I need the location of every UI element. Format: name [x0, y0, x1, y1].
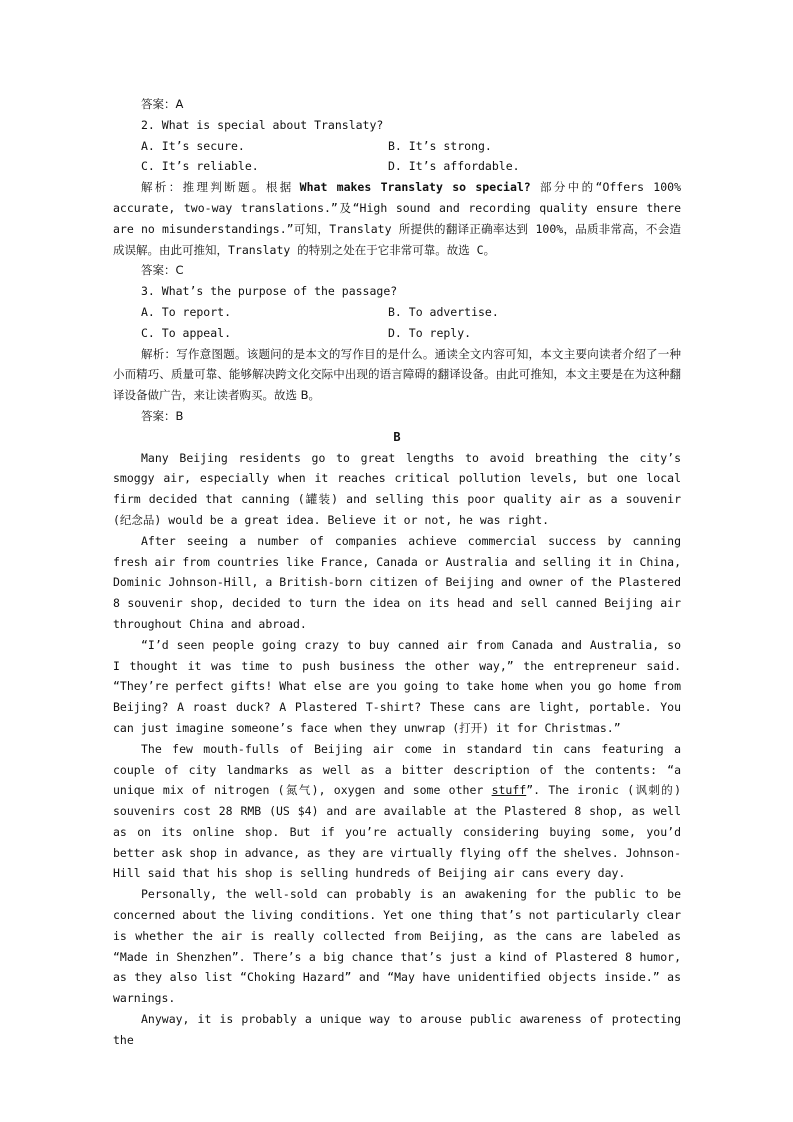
options-row-q2-2	[113, 156, 681, 177]
analysis-q3: 解析：写作意图题。该题问的是本文的写作目的是什么。通读全文内容可知，本文主要向读者介绍了一种小而精巧、质量可靠、能够解决跨文化交际中出现的语言障碍的翻译设备。由此可推知，本文主要是在为这种翻译设备做广告，来让读者购买。故选 B。	[113, 346, 681, 403]
paragraph-4-part-b: ”. The ironic (讽刺的) souvenirs cost 28 RMB (US $4) and are available at the Plastered 8 shop, as well as on its online shop. But if you’re actually considering buying some, you’d better ask shop in advance, as they are virtually flying off the shelves. Johnson-Hill said that his shop is selling hundreds of Beijing air cans every day.	[113, 783, 681, 881]
option-b: B. To advertise.	[388, 304, 499, 319]
option-c: C. It’s reliable.	[141, 159, 259, 174]
answer-q1: 答案：A	[141, 97, 184, 111]
passage-paragraph-6: Anyway, it is probably a unique way to arouse public awareness of protecting the	[113, 1012, 681, 1047]
option-a: A. To report.	[141, 304, 232, 319]
passage-paragraph-4	[113, 739, 681, 885]
option-d: D. To reply.	[388, 325, 472, 340]
analysis-bold: What makes Translaty so special?	[299, 180, 531, 195]
analysis-q2	[113, 177, 681, 260]
analysis-prefix: 解析：推理判断题。根据	[141, 180, 300, 195]
option-b: B. It’s strong.	[388, 138, 492, 153]
passage-paragraph-1: Many Beijing residents go to great lengths to avoid breathing the city’s smoggy air, especially when it reaches critical pollution levels, but one local firm decided that canning (罐装) and selling this poor quality air as a souvenir (纪念品) would be a great idea. Believe it or not, he was right.	[113, 450, 681, 527]
question-2: 2. What is special about Translaty?	[141, 117, 384, 132]
document-page	[113, 94, 681, 1051]
passage-paragraph-3: “I’d seen people going crazy to buy canned air from Canada and Australia, so I thought it was time to push business the other way,” the entrepreneur said. “They’re perfect gifts! What else are you going to take home when you go home from Beijing? A roast duck? A Plastered T-shirt? These cans are light, portable. You can just imagine someone’s face when they unwrap (打开) it for Christmas.”	[113, 637, 681, 735]
option-d: D. It’s affordable.	[388, 159, 520, 174]
option-a: A. It’s secure.	[141, 138, 245, 153]
option-c: C. To appeal.	[141, 325, 232, 340]
passage-paragraph-5: Personally, the well-sold can probably is an awakening for the public to be concerned about the living conditions. Yet one thing that’s not particularly clear is whether the air is really collected from Beijing, as the cans are labeled as “Made in Shenzhen”. There’s a big chance that’s just a kind of Plastered 8 humor, as they also list “Choking Hazard” and “May have unidentified objects inside.” as warnings.	[113, 887, 681, 1006]
passage-paragraph-2: After seeing a number of companies achieve commercial success by canning fresh air from countries like France, Canada or Australia and selling it in China, Dominic Johnson-Hill, a British-born citizen of Beijing and owner of the Plastered 8 souvenir shop, decided to turn the idea on its head and sell canned Beijing air throughout China and abroad.	[113, 533, 681, 631]
options-row-q3-2	[113, 323, 681, 344]
options-row-q2-1	[113, 136, 681, 157]
underlined-word: stuff	[491, 783, 527, 798]
answer-q3: 答案：B	[141, 408, 184, 423]
options-row-q3-1	[113, 302, 681, 323]
paragraph-4-part-a: The few mouth-fulls of Beijing air come in standard tin cans featuring a couple of city landmarks as well as a bitter description of the contents: “a unique mix of nitrogen (氮气), oxygen and some other	[113, 741, 681, 798]
section-heading: B	[393, 429, 401, 444]
question-3: 3. What’s the purpose of the passage?	[141, 284, 398, 299]
analysis-rest: 部分中的“Offers 100% accurate, two-way translations.”及“High sound and recording quality ensure there are no misunderstandings.”可知，Translaty 所提供的翻译正确率达到 100%，品质非常高，不会造成误解。由此可推知，Translaty 的特别之处在于它非常可靠。故选 C。	[113, 180, 681, 257]
answer-q2: 答案：C	[141, 263, 184, 278]
